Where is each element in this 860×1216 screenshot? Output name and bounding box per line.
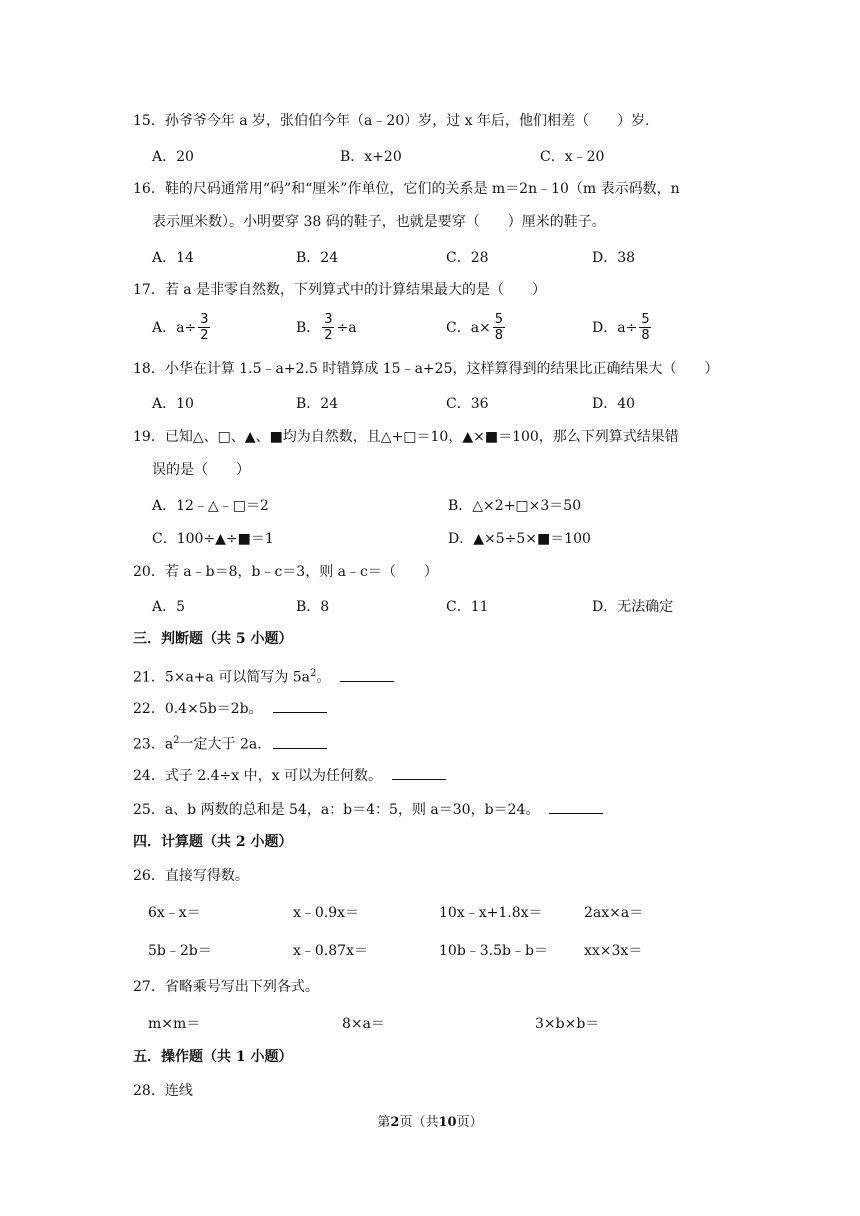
question-19-options-row-2 [152, 527, 772, 557]
answer-blank[interactable] [392, 765, 446, 780]
fraction-denominator: 8 [641, 328, 650, 343]
section-heading-operation: 五．操作题（共 1 小题） [133, 1049, 293, 1065]
question-23 [133, 731, 327, 755]
question-19-line-2: 误的是（ ） [152, 462, 250, 478]
option-d: D．无法确定 [592, 599, 674, 615]
total-pages: 10 [438, 1115, 457, 1130]
option-b-suffix: ÷a [336, 319, 357, 336]
question-16-line-1: 16．鞋的尺码通常用“码”和“厘米”作单位，它们的关系是 m＝2n﹣10（m 表示码数，n [133, 181, 680, 197]
fraction [198, 313, 210, 342]
superscript: 2 [310, 668, 317, 679]
question-15: 15．孙爷爷今年 a 岁，张伯伯今年（a﹣20）岁，过 x 年后，他们相差（ ）岁. [133, 113, 650, 129]
option-b: B．8 [296, 599, 330, 615]
question-25-text: 25．a、b 两数的总和是 54，a：b＝4：5，则 a＝30，b＝24。 [133, 802, 540, 818]
question-24 [133, 765, 446, 786]
answer-blank[interactable] [340, 667, 394, 682]
fraction-denominator: 2 [200, 328, 209, 343]
calc-item: m×m＝ [148, 1016, 201, 1032]
option-b: B．△×2+□×3＝50 [448, 498, 582, 514]
question-19-line-1: 19．已知△、□、▲、■均为自然数，且△+□＝10，▲×■＝100，那么下列算式结果错 [133, 429, 679, 445]
footer-middle: 页（共 [399, 1115, 439, 1130]
fraction [322, 313, 334, 342]
option-b [296, 313, 357, 342]
question-17-options [152, 313, 772, 343]
superscript: 2 [173, 735, 180, 746]
option-b: B．24 [296, 396, 339, 412]
option-a: A．20 [152, 149, 194, 165]
question-21-text: 21．5×a+a 可以简写为 5a [133, 669, 311, 686]
answer-blank[interactable] [273, 698, 327, 713]
page-number: 2 [390, 1115, 400, 1130]
option-c: C．x﹣20 [540, 149, 605, 165]
calc-item: 6x﹣x＝ [148, 905, 201, 921]
question-21-end: 。 [316, 669, 331, 686]
option-b-prefix: B． [296, 319, 321, 336]
option-c: C．36 [446, 396, 489, 412]
footer-suffix: 页） [456, 1115, 483, 1130]
question-19-options-row-1 [152, 494, 772, 524]
question-15-options [152, 145, 772, 175]
question-25 [133, 799, 603, 820]
option-a [152, 313, 212, 342]
fraction [493, 313, 505, 342]
question-17: 17．若 a 是非零自然数，下列算式中的计算结果最大的是（ ） [133, 282, 547, 298]
option-c: C．100÷▲÷■＝1 [152, 531, 274, 547]
question-24-text: 24．式子 2.4÷x 中，x 可以为任何数。 [133, 768, 382, 784]
calc-item: x﹣0.87x＝ [293, 943, 368, 959]
option-b: B．x+20 [340, 149, 402, 165]
fraction-denominator: 2 [324, 328, 333, 343]
option-d [592, 313, 654, 342]
option-a: A．10 [152, 396, 194, 412]
question-18: 18．小华在计算 1.5﹣a+2.5 时错算成 15﹣a+25，这样算得到的结果比正确结果大（ ） [133, 361, 719, 377]
calc-row-1 [148, 902, 768, 924]
question-20-options [152, 595, 772, 625]
fraction-numerator: 5 [641, 312, 650, 327]
calc-item: 5b﹣2b＝ [148, 943, 212, 959]
option-a: A．14 [152, 250, 194, 266]
option-c [446, 313, 507, 342]
answer-blank[interactable] [273, 734, 327, 749]
option-d: D．▲×5÷5×■＝100 [448, 531, 591, 547]
calc-item: xx×3x＝ [584, 943, 643, 959]
section-heading-calculation: 四．计算题（共 2 小题） [133, 834, 293, 850]
question-28: 28．连线 [133, 1083, 193, 1099]
question-22 [133, 698, 327, 719]
fraction-numerator: 3 [324, 312, 333, 327]
calc-item: 3×b×b＝ [535, 1016, 600, 1032]
option-d: D．38 [592, 250, 636, 266]
option-d: D．40 [592, 396, 636, 412]
fraction-numerator: 5 [494, 312, 504, 327]
question-20: 20．若 a﹣b＝8，b﹣c＝3，则 a﹣c＝（ ） [133, 564, 438, 580]
page-footer [0, 1111, 860, 1130]
question-23-end: 一定大于 2a． [179, 736, 272, 753]
footer-prefix: 第 [377, 1115, 391, 1130]
calc-item: 8×a＝ [342, 1016, 385, 1032]
question-16-options [152, 246, 772, 276]
question-26: 26．直接写得数。 [133, 868, 249, 884]
question-21 [133, 664, 394, 688]
option-a: A．5 [152, 599, 186, 615]
option-c-prefix: C．a× [446, 319, 491, 336]
option-c: C．28 [446, 250, 489, 266]
question-16-line-2: 表示厘米数）。小明要穿 38 码的鞋子，也就是要穿（ ）厘米的鞋子。 [152, 214, 606, 230]
calc-item: 10b﹣3.5b﹣b＝ [439, 943, 548, 959]
question-27: 27．省略乘号写出下列各式。 [133, 979, 319, 995]
option-a-prefix: A．a÷ [152, 319, 197, 336]
fraction-numerator: 3 [200, 312, 209, 327]
answer-blank[interactable] [549, 799, 603, 814]
calc-row-3 [148, 1013, 768, 1035]
calc-item: 10x﹣x+1.8x＝ [439, 905, 543, 921]
calc-item: x﹣0.9x＝ [293, 905, 360, 921]
option-c: C．11 [446, 599, 489, 615]
option-b: B．24 [296, 250, 339, 266]
calc-item: 2ax×a＝ [584, 905, 644, 921]
question-18-options [152, 392, 772, 422]
question-23-text: 23．a [133, 736, 174, 753]
calc-row-2 [148, 940, 768, 962]
section-heading-judgment: 三．判断题（共 5 小题） [133, 631, 293, 647]
fraction [639, 313, 651, 342]
option-a: A．12﹣△﹣□＝2 [152, 498, 269, 514]
question-22-text: 22．0.4×5b＝2b。 [133, 701, 263, 717]
fraction-denominator: 8 [494, 328, 504, 343]
option-d-prefix: D．a÷ [592, 319, 638, 336]
